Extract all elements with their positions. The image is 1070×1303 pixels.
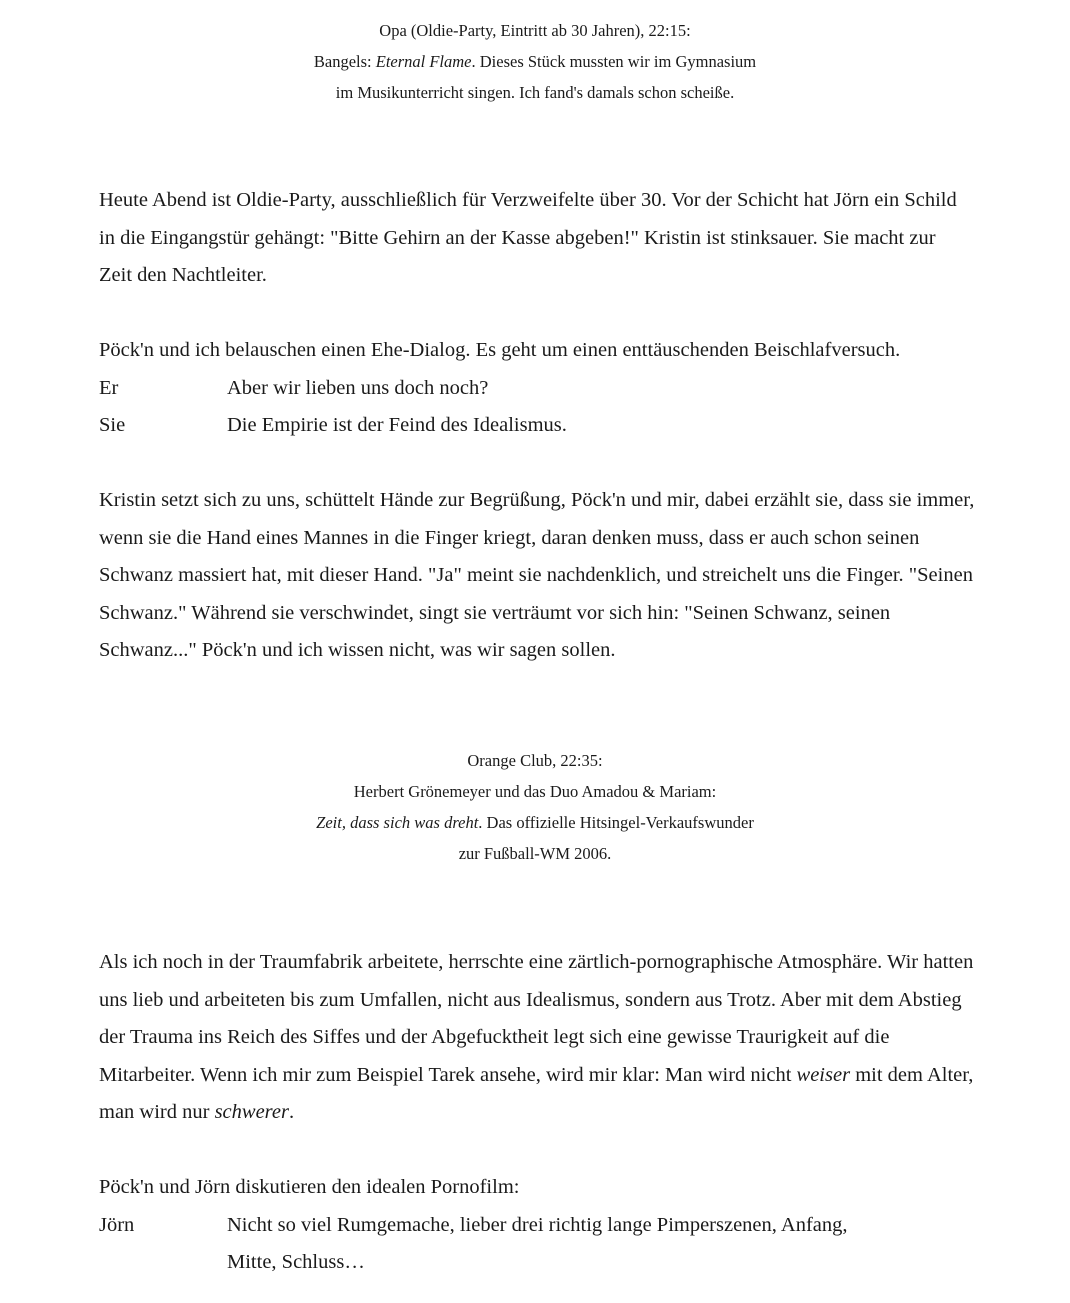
epigraph-line: Orange Club, 22:35: <box>467 751 603 770</box>
paragraph <box>99 944 979 1132</box>
dialog-row <box>99 407 999 445</box>
paragraph-text: Als ich noch in der Traumfabrik arbeitete, herrschte eine zärtlich-pornographische Atmosphäre. Wir hatten uns lieb und arbeiteten bis zum Umfallen, nicht aus Idealismus, sondern aus Trotz. Aber mit dem Abstieg der Trauma ins Reich des Siffes und der Abgefucktheit legt sich eine gewisse Traurigkeit auf die Mitarbeiter. Wenn ich mir zum Beispiel Tarek ansehe, wird mir klar: Man wird nicht <box>99 951 974 1086</box>
dialog-speaker: Er <box>99 376 119 399</box>
song-title: Eternal Flame <box>375 52 472 71</box>
epigraph-line: Opa (Oldie-Party, Eintritt ab 30 Jahren), 22:15: <box>379 21 691 40</box>
dialog-row <box>99 370 999 408</box>
epigraph-line: zur Fußball-WM 2006. <box>458 844 612 863</box>
dialog-line: Nicht so viel Rumgemache, lieber drei richtig lange Pimperszenen, Anfang, Mitte, Schluss… <box>227 1213 848 1273</box>
epigraph-text: . Das offizielle Hitsingel-Verkaufswunder <box>478 813 754 832</box>
epigraph-text: . Dieses Stück mussten wir im Gymnasium <box>471 52 757 71</box>
dialog-porno <box>99 1207 999 1282</box>
dialog-line: Aber wir lieben uns doch noch? <box>227 376 489 399</box>
dialog-speaker: Sie <box>99 414 126 436</box>
epigraph-text: Bangels: <box>313 52 376 71</box>
paragraph: Pöck'n und ich belauschen einen Ehe-Dialog. Es geht um einen enttäuschenden Beischlafversuch. <box>99 339 901 361</box>
epigraph-line <box>0 807 1070 838</box>
paragraph: Pöck'n und Jörn diskutieren den idealen Pornofilm: <box>99 1176 520 1198</box>
paragraph: Heute Abend ist Oldie-Party, ausschließlich für Verzweifelte über 30. Vor der Schicht hat Jörn ein Schild in die Eingangstür gehängt: "Bitte Gehirn an der Kasse abgeben!" Kristin ist stinksauer. Sie macht zur Zeit den Nachtleiter. <box>99 189 957 286</box>
epigraph-line <box>0 46 1070 77</box>
epigraph-line: Herbert Grönemeyer und das Duo Amadou & Mariam: <box>353 782 717 801</box>
paragraph: Kristin setzt sich zu uns, schüttelt Hände zur Begrüßung, Pöck'n und mir, dabei erzählt sie, dass sie immer, wenn sie die Hand eines Mannes in die Finger kriegt, daran denken muss, dass er auch schon seinen Schwanz massiert hat, mit dieser Hand. "Ja" meint sie nachdenklich, und streichelt uns die Finger. "Seinen Schwanz." Während sie verschwindet, singt sie verträumt vor sich hin: "Seinen Schwanz, seinen Schwanz..." Pöck'n und ich wissen nicht, was wir sagen sollen. <box>99 489 975 661</box>
emphasis: schwerer <box>214 1101 289 1123</box>
section-traumfabrik <box>99 944 999 1282</box>
epigraph-orange-club <box>0 745 1070 869</box>
dialog-line: Die Empirie ist der Feind des Idealismus. <box>227 414 567 436</box>
paragraph-text: . <box>288 1101 295 1123</box>
section-oldie-party <box>99 182 999 670</box>
emphasis: weiser <box>796 1063 851 1086</box>
paragraph-text: mit dem Alter, man wird nur <box>99 1063 974 1123</box>
epigraph-line: im Musikunterricht singen. Ich fand's damals schon scheiße. <box>335 83 735 102</box>
song-title: Zeit, dass sich was dreht <box>316 813 479 832</box>
dialog-ehe <box>99 370 999 445</box>
dialog-speaker: Jörn <box>99 1213 135 1236</box>
epigraph-opa <box>0 15 1070 108</box>
dialog-row <box>99 1207 999 1282</box>
